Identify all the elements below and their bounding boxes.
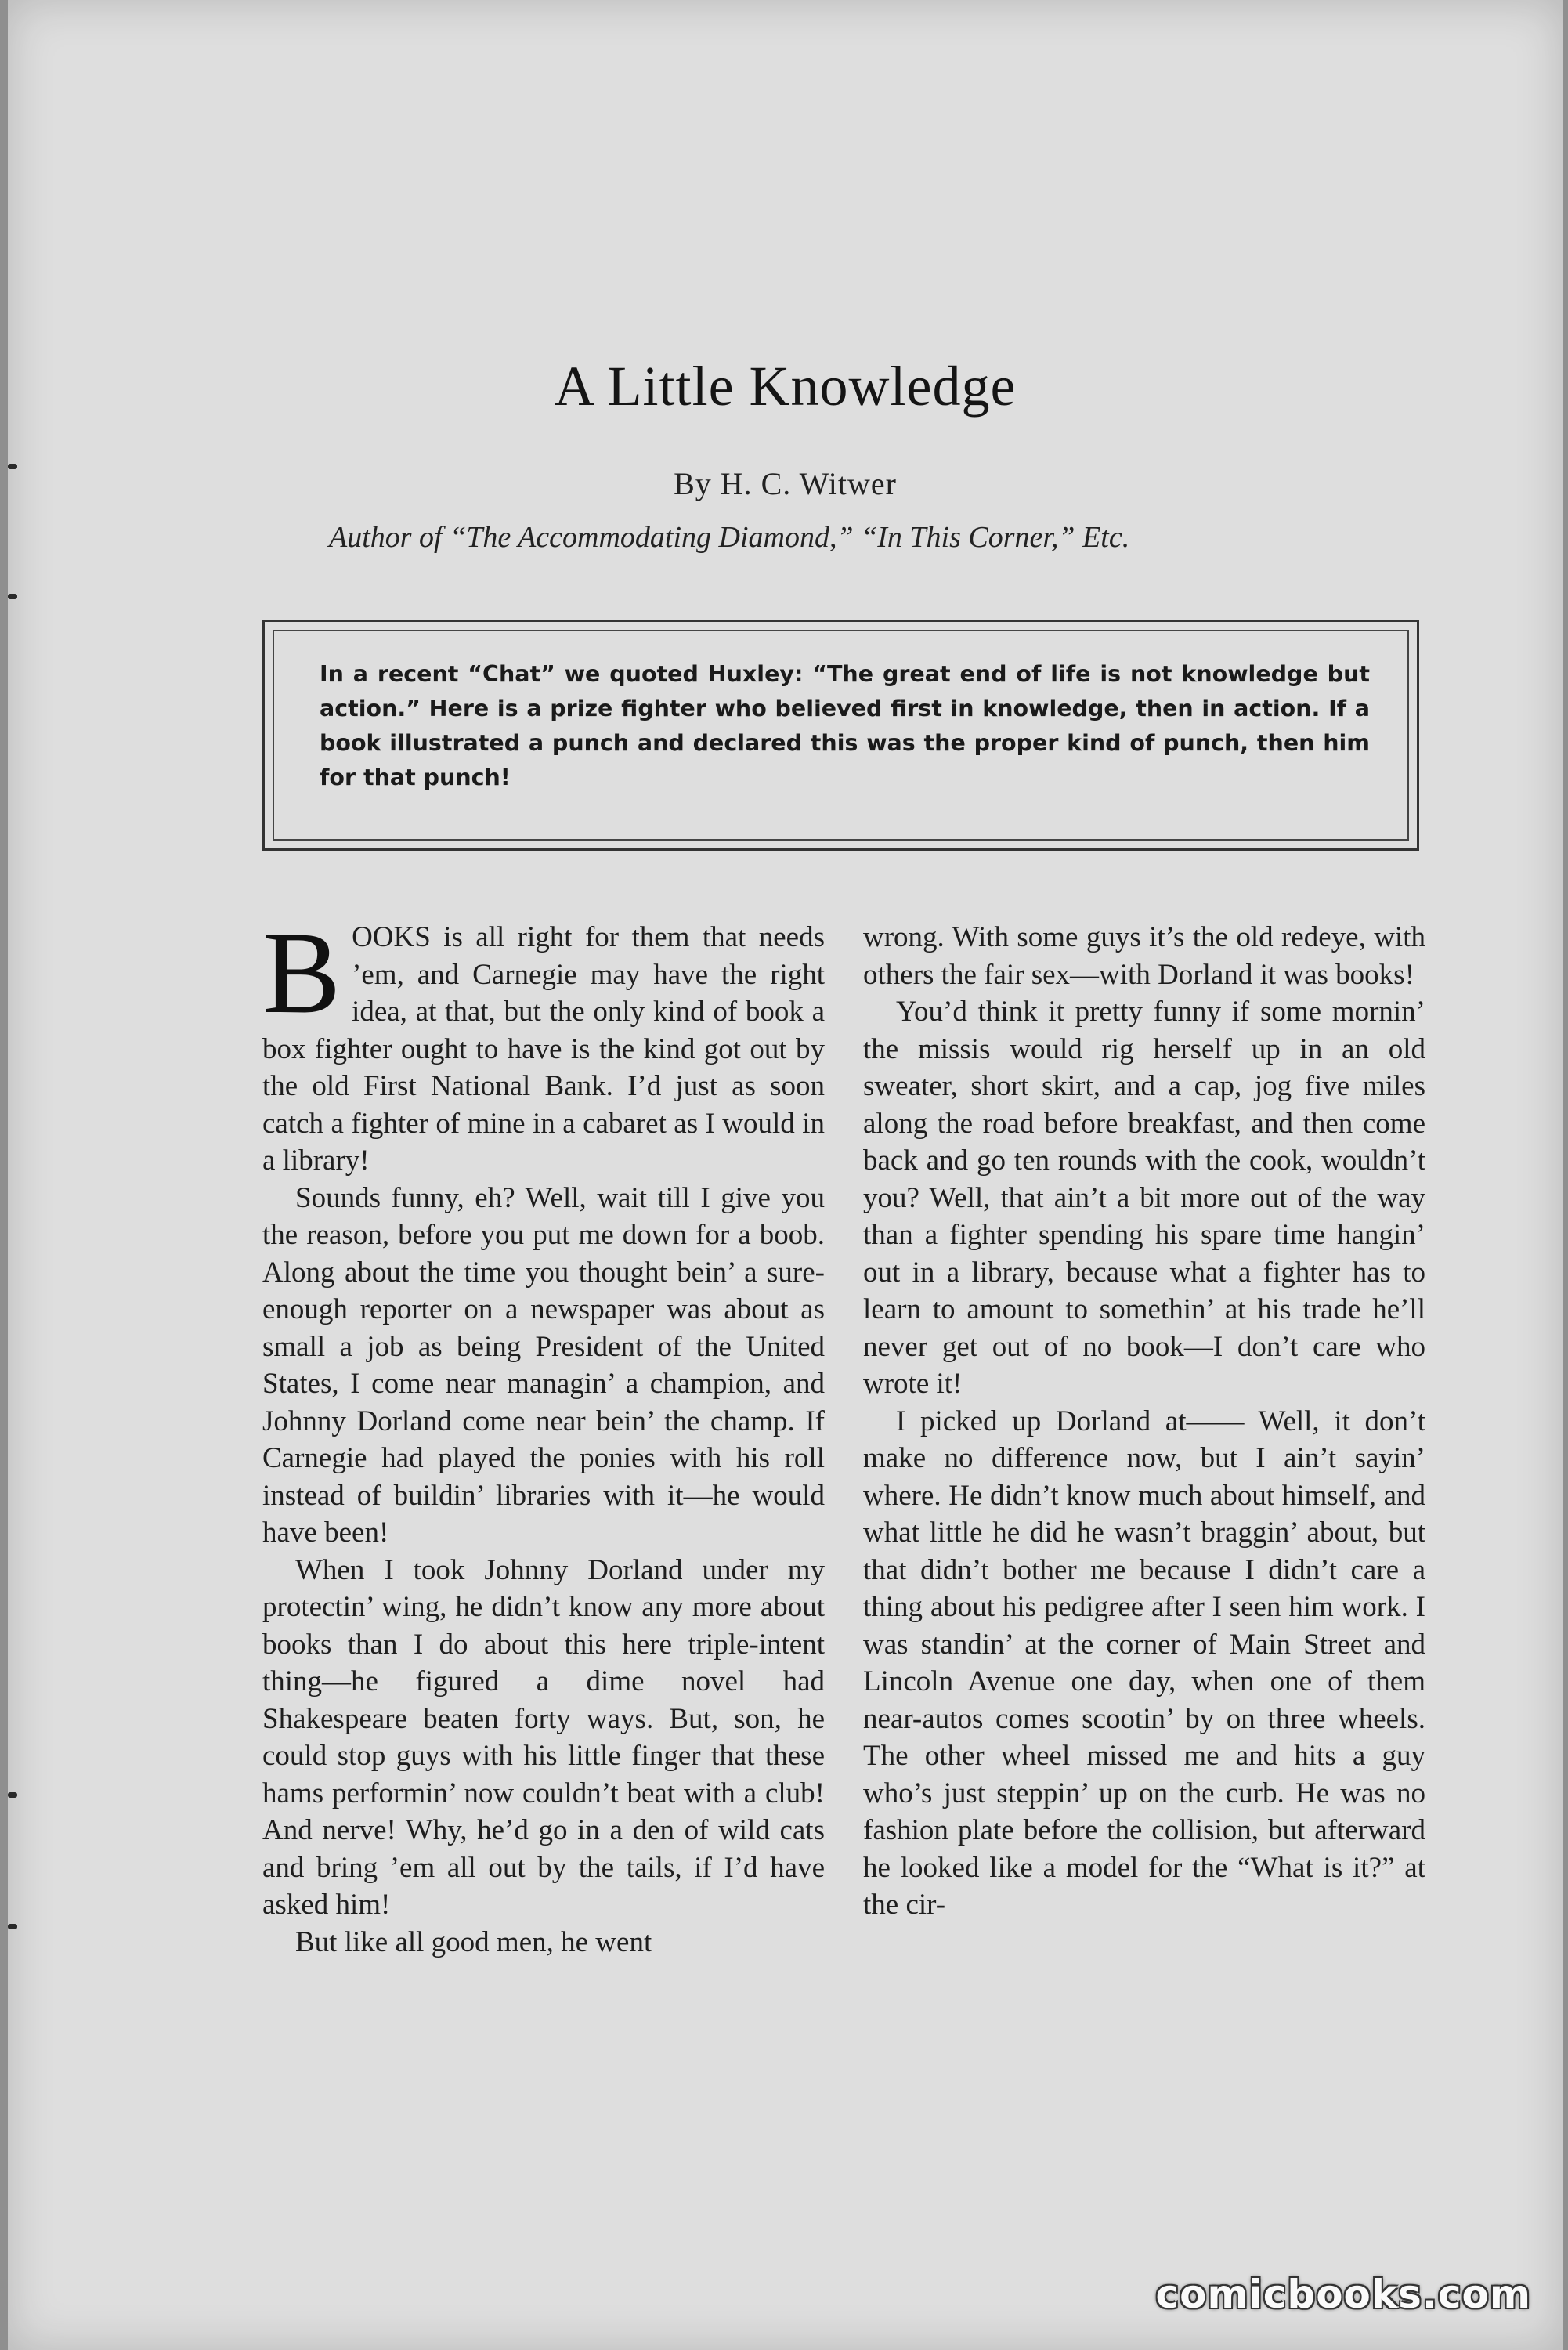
paragraph: Sounds funny, eh? Well, wait till I give you the reason, before you put me down for a boob. Along about the time you thought bein’ a sure-enough reporter on a newspaper was about as small a job as being President of the United States, I come near managin’ a champion, and Johnny Dorland come near bein’ the champ. If Carnegie had played the ponies with his roll instead of buildin’ libraries with it—he would have been! [262,1181,825,1549]
paragraph: When I took Johnny Dorland under my protectin’ wing, he didn’t know any more about books than I do about this here triple-intent thing—he figured a dime novel had Shakespeare beaten forty ways. But, son, he could stop guys with his little finger that these hams performin’ now couldn’t beat with a club! And nerve! Why, he’d go in a den of wild cats and bring ’em all out by the tails, if I’d have asked him! [262,1553,825,1921]
magazine-page [8,0,1563,2350]
intro-text: In a recent “Chat” we quoted Huxley: “The great end of life is not knowledge but action.” Here is a prize fighter who believed first in knowledge, then in action. If a book illustrated a punch and declared this was the proper kind of punch, then him for that punch! [320,661,1370,790]
paragraph: But like all good men, he went [295,1925,652,1958]
paragraph [262,908,825,1180]
watermark: comicbooks.com [1155,2272,1531,2317]
binding-hole [8,1792,17,1798]
author-credits: Author of “The Accommodating Diamond,” “In This Corner,” Etc. [329,521,1130,554]
paragraph: wrong. With some guys it’s the old redeye, with others the fair sex—with Dorland it was books! [863,921,1425,991]
body-column-left [262,908,825,1961]
drop-cap: B [262,908,341,1038]
story-title: A Little Knowledge [554,355,1017,418]
binding-hole [8,1924,17,1929]
byline: By H. C. Witwer [674,466,897,501]
binding-hole [8,594,17,599]
paragraph: You’d think it pretty funny if some mornin’ the missis would rig herself up in an old sweater, short skirt, and a cap, jog five miles along the road before breakfast, and then come back and go ten rounds with the cook, wouldn’t you? Well, that ain’t a bit more out of the way than a fighter spending his spare time hangin’ out in a library, because what a fighter has to learn to amount to somethin’ at his trade he’ll never get out of no book—I don’t care who wrote it! [863,996,1425,1400]
body-column-right [863,919,1425,1924]
paragraph: I picked up Dorland at—— Well, it don’t make no difference now, but I ain’t sayin’ where. He didn’t know much about himself, and what little he did he wasn’t braggin’ about, but that didn’t bother me because I didn’t care a thing about his pedigree after I seen him work. I was standin’ at the corner of Main Street and Lincoln Avenue one day, when one of them near-autos comes scootin’ by on three wheels. The other wheel missed me and hits a guy who’s just steppin’ up on the curb. He was no fashion plate before the collision, but afterward he looked like a model for the “What is it?” at the cir- [863,1405,1425,1921]
intro-box [262,620,1419,851]
paragraph-text: OOKS is all right for them that needs ’em, and Carnegie may have the right idea, at that, but the only kind of book a box fighter ought to have is the kind got out by the old First National Bank. I’d just as soon catch a fighter of mine in a cabaret as I would in a library! [262,921,825,1177]
